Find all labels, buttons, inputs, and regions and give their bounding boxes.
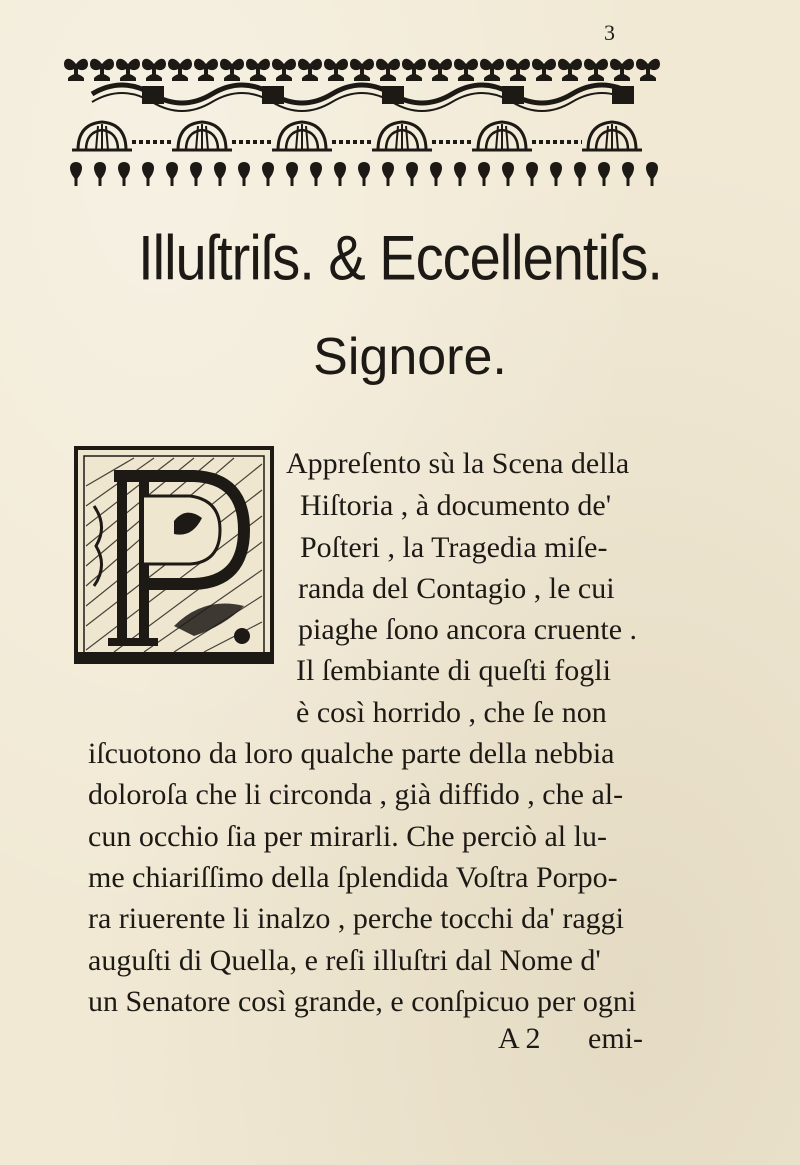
text-line: ra riuerente li inalzo , perche tocchi da' raggi	[88, 902, 624, 935]
text-line: Hiſtoria , à documento de'	[300, 489, 612, 522]
text-line: cun occhio ſia per mirarli. Che perciò al lu-	[88, 820, 607, 853]
catchword: emi-	[588, 1022, 643, 1055]
text-line: Appreſento sù la Scena della	[286, 447, 630, 480]
decorated-initial-p-icon	[74, 446, 274, 664]
text-line: randa del Contagio , le cui	[298, 572, 615, 605]
signature-mark: A 2	[498, 1022, 541, 1055]
text-line: un Senatore così grande, e conſpicuo per ogni	[88, 985, 637, 1018]
text-line: è così horrido , che ſe non	[296, 696, 607, 729]
dedication-title: Illuſtriſs. & Eccellentiſs.	[138, 222, 662, 293]
text-line: doloroſa che li circonda , già diffido , che al-	[88, 778, 624, 811]
text-line: Il ſembiante di queſti fogli	[296, 654, 611, 687]
text-line: piaghe ſono ancora cruente .	[298, 613, 638, 646]
page-number: 3	[604, 20, 615, 45]
text-line: auguſti di Quella, e reſi illuſtri dal Nome d'	[88, 944, 601, 977]
floral-headpiece-ornament	[62, 42, 660, 192]
dedication-subtitle: Signore.	[313, 328, 507, 386]
text-line: me chiariſſimo della ſplendida Voſtra Porpo-	[88, 861, 618, 894]
text-line: Poſteri , la Tragedia miſe-	[300, 531, 608, 564]
text-line: iſcuotono da loro qualche parte della nebbia	[88, 737, 615, 770]
